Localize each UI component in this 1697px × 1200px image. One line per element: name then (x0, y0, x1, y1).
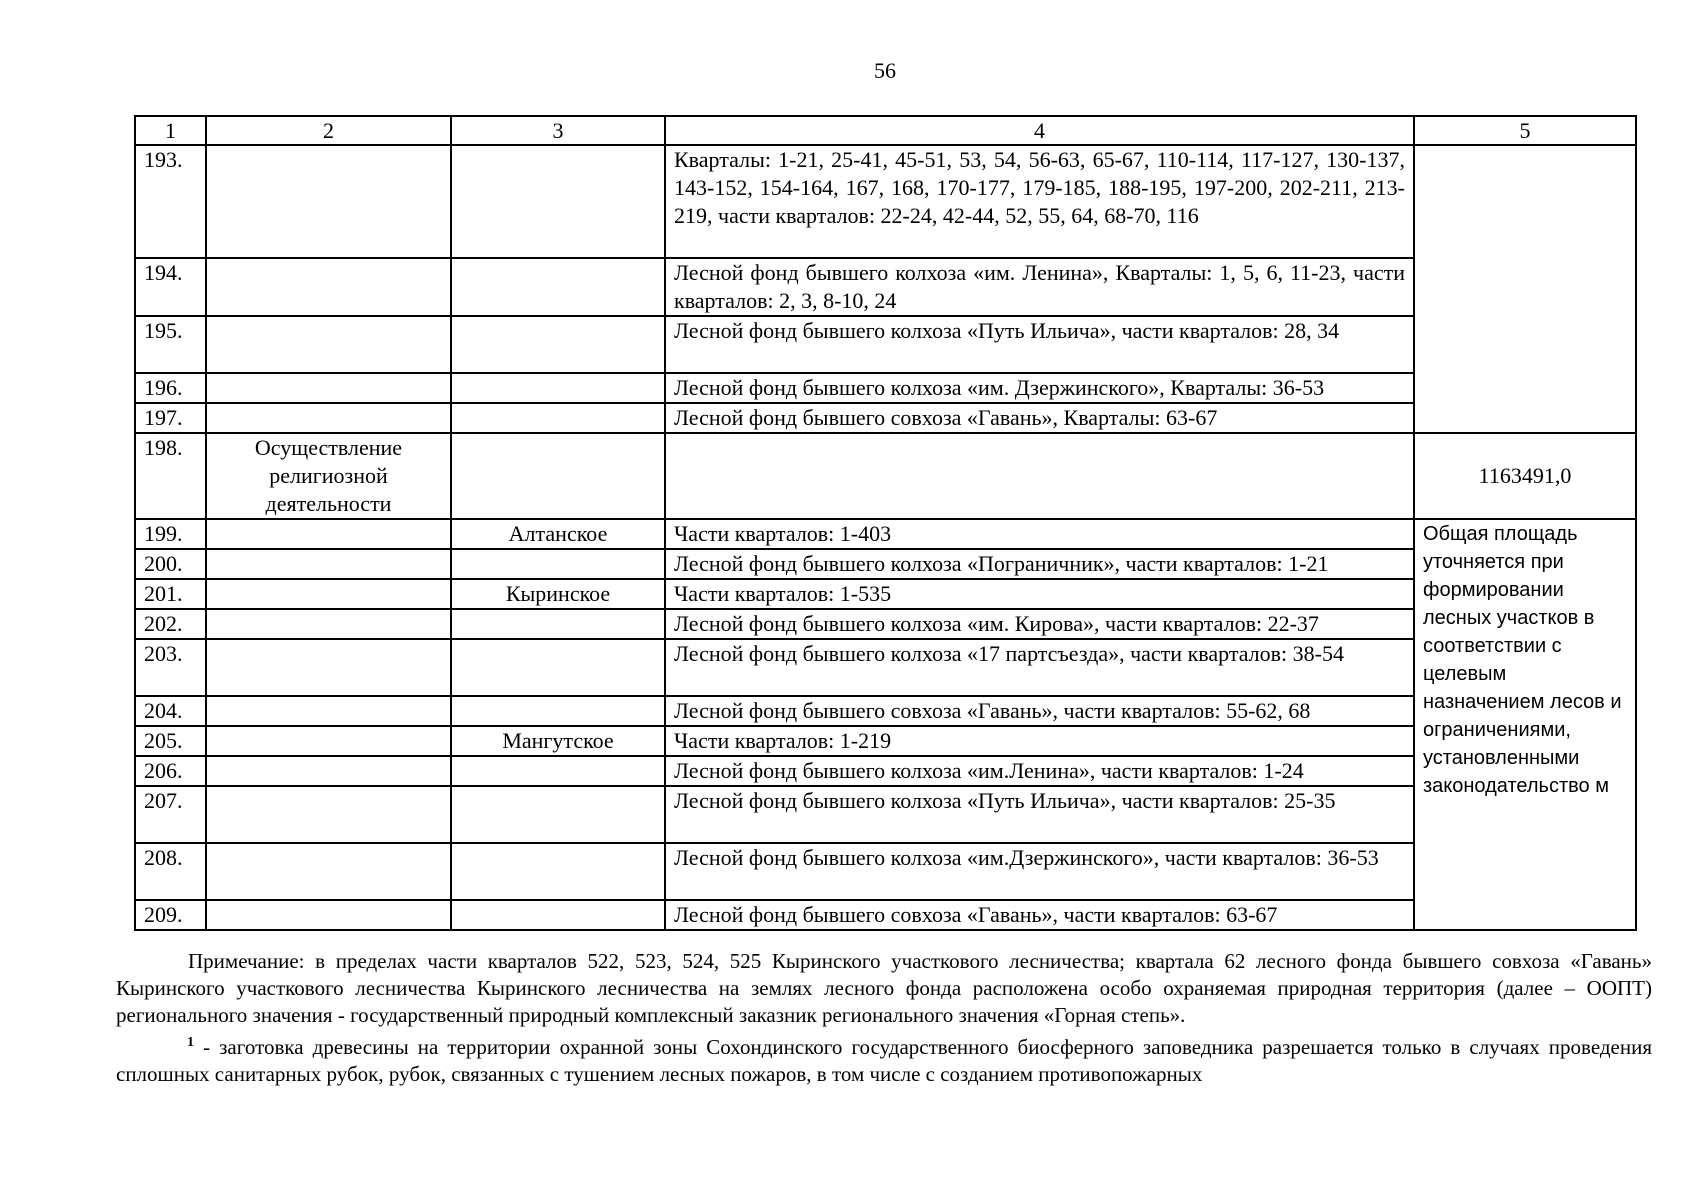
footnote-text: - заготовка древесины на территории охранной зоны Сохондинского государственного биосферного заповедника разрешается только в случаях проведения сплошных санитарных рубок, рубок, связанных с тушением лесных пожаров, в том числе с созданием противопожарных (116, 1035, 1652, 1086)
row-quarters: Лесной фонд бывшего совхоза «Гавань», Кварталы: 63-67 (665, 403, 1414, 433)
row-quarters: Лесной фонд бывшего колхоза «17 партсъезда», части кварталов: 38-54 (665, 639, 1414, 696)
row-number: 206. (135, 756, 206, 786)
row-number: 197. (135, 403, 206, 433)
table-row (135, 258, 1636, 316)
table-row (135, 726, 1636, 756)
row-purpose (206, 726, 451, 756)
row-number: 198. (135, 433, 206, 519)
forest-table (134, 115, 1637, 931)
row-number: 208. (135, 843, 206, 900)
table-row (135, 609, 1636, 639)
row-number: 203. (135, 639, 206, 696)
row-purpose: Осуществление религиозной деятельности (206, 433, 451, 519)
header-col-3: 3 (451, 116, 665, 145)
row-number: 207. (135, 786, 206, 843)
row-quarters: Лесной фонд бывшего колхоза «им. Дзержинского», Кварталы: 36-53 (665, 373, 1414, 403)
row-purpose (206, 519, 451, 549)
row-number: 195. (135, 316, 206, 373)
row-forestry: Кыринское (451, 579, 665, 609)
area-note: Общая площадь уточняется при формировании лесных участков в соответствии с целевым назначением лесов и ограничениями, установленными законодательство м (1414, 519, 1636, 930)
row-purpose (206, 549, 451, 579)
row-quarters: Части кварталов: 1-219 (665, 726, 1414, 756)
table-row (135, 579, 1636, 609)
row-purpose (206, 609, 451, 639)
row-number: 193. (135, 145, 206, 258)
row-number: 199. (135, 519, 206, 549)
footnote-mark: 1 (187, 1035, 194, 1050)
table-row (135, 519, 1636, 549)
row-number: 205. (135, 726, 206, 756)
row-purpose (206, 145, 451, 258)
row-quarters: Лесной фонд бывшего колхоза «им.Дзержинского», части кварталов: 36-53 (665, 843, 1414, 900)
row-forestry (451, 433, 665, 519)
row-quarters (665, 433, 1414, 519)
row-purpose (206, 579, 451, 609)
row-forestry (451, 786, 665, 843)
table-row (135, 696, 1636, 726)
row-forestry: Алтанское (451, 519, 665, 549)
row-forestry (451, 843, 665, 900)
row-quarters: Лесной фонд бывшего колхоза «им. Ленина», Кварталы: 1, 5, 6, 11-23, части кварталов: 2, 3, 8-10, 24 (665, 258, 1414, 316)
table-header-row (135, 116, 1636, 145)
notes-section (116, 948, 1652, 1088)
row-area-value: 1163491,0 (1414, 433, 1636, 519)
header-col-4: 4 (665, 116, 1414, 145)
row-quarters: Лесной фонд бывшего колхоза «Путь Ильича», части кварталов: 28, 34 (665, 316, 1414, 373)
row-purpose (206, 403, 451, 433)
table-row (135, 786, 1636, 843)
row-quarters: Части кварталов: 1-535 (665, 579, 1414, 609)
row-quarters: Лесной фонд бывшего колхоза «Пограничник», части кварталов: 1-21 (665, 549, 1414, 579)
row-number: 196. (135, 373, 206, 403)
note-paragraph: Примечание: в пределах части кварталов 522, 523, 524, 525 Кыринского участкового лесничества; квартала 62 лесного фонда бывшего совхоза «Гавань» Кыринского участкового лесничества Кыринского лесничества на землях лесного фонда расположена особо охраняемая природная территория (далее – ООПТ) регионального значения - государственный природный комплексный заказник регионального значения «Горная степь». (116, 949, 1652, 1027)
row-quarters: Лесной фонд бывшего колхоза «Путь Ильича», части кварталов: 25-35 (665, 786, 1414, 843)
row-forestry (451, 756, 665, 786)
table-row (135, 373, 1636, 403)
row-number: 202. (135, 609, 206, 639)
row-quarters: Лесной фонд бывшего совхоза «Гавань», части кварталов: 55-62, 68 (665, 696, 1414, 726)
row-purpose (206, 639, 451, 696)
row-forestry (451, 258, 665, 316)
row-area-empty (1414, 145, 1636, 433)
row-forestry (451, 639, 665, 696)
row-purpose (206, 900, 451, 930)
row-number: 194. (135, 258, 206, 316)
header-col-1: 1 (135, 116, 206, 145)
row-forestry (451, 609, 665, 639)
row-forestry (451, 900, 665, 930)
row-forestry: Мангутское (451, 726, 665, 756)
row-forestry (451, 403, 665, 433)
table-row (135, 639, 1636, 696)
row-forestry (451, 696, 665, 726)
row-quarters: Лесной фонд бывшего колхоза «им.Ленина», части кварталов: 1-24 (665, 756, 1414, 786)
row-purpose (206, 786, 451, 843)
table-row (135, 145, 1636, 258)
footnote-paragraph (116, 1029, 1652, 1088)
table-row (135, 843, 1636, 900)
table-row (135, 316, 1636, 373)
row-purpose (206, 258, 451, 316)
row-quarters: Кварталы: 1-21, 25-41, 45-51, 53, 54, 56-63, 65-67, 110-114, 117-127, 130-137, 143-152, 154-164, 167, 168, 170-177, 179-185, 188-195, 197-200, 202-211, 213-219, части кварталов: 22-24, 42-44, 52, 55, 64, 68-70, 116 (665, 145, 1414, 258)
row-number: 200. (135, 549, 206, 579)
page-number: 56 (874, 58, 896, 83)
header-col-5: 5 (1414, 116, 1636, 145)
row-purpose (206, 756, 451, 786)
row-number: 204. (135, 696, 206, 726)
row-quarters: Части кварталов: 1-403 (665, 519, 1414, 549)
table-row (135, 403, 1636, 433)
row-forestry (451, 549, 665, 579)
row-forestry (451, 316, 665, 373)
row-purpose (206, 373, 451, 403)
row-forestry (451, 145, 665, 258)
table-row (135, 549, 1636, 579)
table-row (135, 756, 1636, 786)
row-quarters: Лесной фонд бывшего колхоза «им. Кирова», части кварталов: 22-37 (665, 609, 1414, 639)
header-col-2: 2 (206, 116, 451, 145)
row-purpose (206, 316, 451, 373)
row-forestry (451, 373, 665, 403)
row-number: 201. (135, 579, 206, 609)
row-number: 209. (135, 900, 206, 930)
row-purpose (206, 843, 451, 900)
row-purpose (206, 696, 451, 726)
table-row (135, 433, 1636, 519)
row-quarters: Лесной фонд бывшего совхоза «Гавань», части кварталов: 63-67 (665, 900, 1414, 930)
table-row (135, 900, 1636, 930)
